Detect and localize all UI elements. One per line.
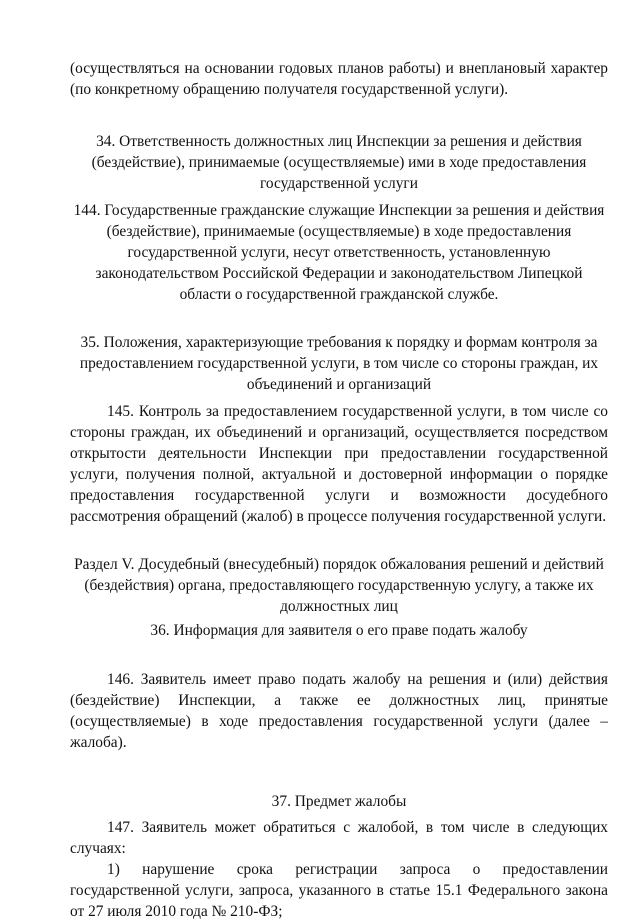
paragraph-intro: (осуществляться на основании годовых планов работы) и внеплановый характер (по конкретному обращению получателя государственной услуги). [70, 60, 608, 98]
heading-34: 34. Ответственность должностных лиц Инспекции за решения и действия (бездействие), принимаемые (осуществляемые) ими в ходе предоставления государственной услуги [91, 133, 587, 192]
heading-35: 35. Положения, характеризующие требования к порядку и формам контроля за предоставлением государственной услуги, в том числе со стороны граждан, их объединений и организаций [79, 334, 599, 393]
heading-37: 37. Предмет жалобы [271, 793, 407, 810]
heading-36: 36. Информация для заявителя о его праве подать жалобу [150, 622, 528, 639]
paragraph-144: 144. Государственные гражданские служащие Инспекции за решения и действия (бездействие), принимаемые (осуществляемые) в ходе предоставления государственной услуги, несут ответственность, установленную законодательством Российской Федерации и законодательством Липецкой области о государственной гражданской службе. [73, 202, 605, 303]
paragraph-146: 146. Заявитель имеет право подать жалобу на решения и (или) действия (бездействие) Инспекции, а также ее должностных лиц, принятые (осуществляемые) в ходе предоставления государственной услуги (далее – жалоба). [70, 671, 608, 751]
section-v-heading: Раздел V. Досудебный (внесудебный) порядок обжалования решений и действий (бездействия) органа, предоставляющего государственную услугу, а также их должностных лиц [74, 556, 604, 615]
paragraph-147: 147. Заявитель может обратиться с жалобой, в том числе в следующих случаях: [70, 819, 608, 857]
paragraph-145: 145. Контроль за предоставлением государственной услуги, в том числе со стороны граждан, их объединений и организаций, осуществляется посредством открытости деятельности Инспекции при предоставлении государственной услуги, получения полной, актуальной и достоверной информации о порядке предоставления государственной услуги и возможности досудебного рассмотрения обращений (жалоб) в процессе получения государственной услуги. [70, 403, 608, 525]
list-item-1: 1) нарушение срока регистрации запроса о предоставлении государственной услуги, запроса, указанного в статье 15.1 Федерального закона от 27 июля 2010 года № 210-ФЗ; [70, 861, 608, 920]
